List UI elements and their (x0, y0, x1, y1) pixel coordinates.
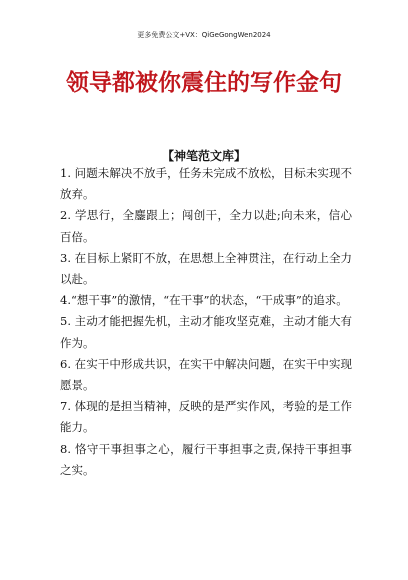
list-item: 4.“想干事”的激情，“在干事”的状态，“干成事”的追求。 (60, 293, 348, 308)
list-item: 5. 主动才能把握先机，主动才能攻坚克难，主动才能大有作为。 (60, 314, 352, 350)
list-item: 8. 恪守干事担事之心，履行干事担事之责,保持干事担事之实。 (60, 441, 352, 477)
list-item: 6. 在实干中形成共识，在实干中解决问题，在实干中实现愿景。 (60, 356, 352, 393)
list-item: 7. 体现的是担当精神，反映的是严实作风，考验的是工作能力。 (60, 399, 352, 435)
list-item: 2. 学思行，全鏖跟上；闯创干，全力以赴;向未来，信心百倍。 (60, 208, 352, 244)
document-title: 领导都被你震住的写作金句 (66, 69, 342, 96)
section-heading: 【神笔范文库】 (161, 149, 246, 163)
list-item: 3. 在目标上紧盯不放，在思想上全神贯注，在行动上全力以赴。 (60, 250, 352, 287)
header-note: 更多免费公文+VX：QiGeGongWen2024 (137, 31, 271, 39)
list-item: 1. 问题未解决不放手，任务未完成不放松，目标未实现不放弃。 (60, 166, 352, 202)
quote-list (60, 163, 352, 481)
